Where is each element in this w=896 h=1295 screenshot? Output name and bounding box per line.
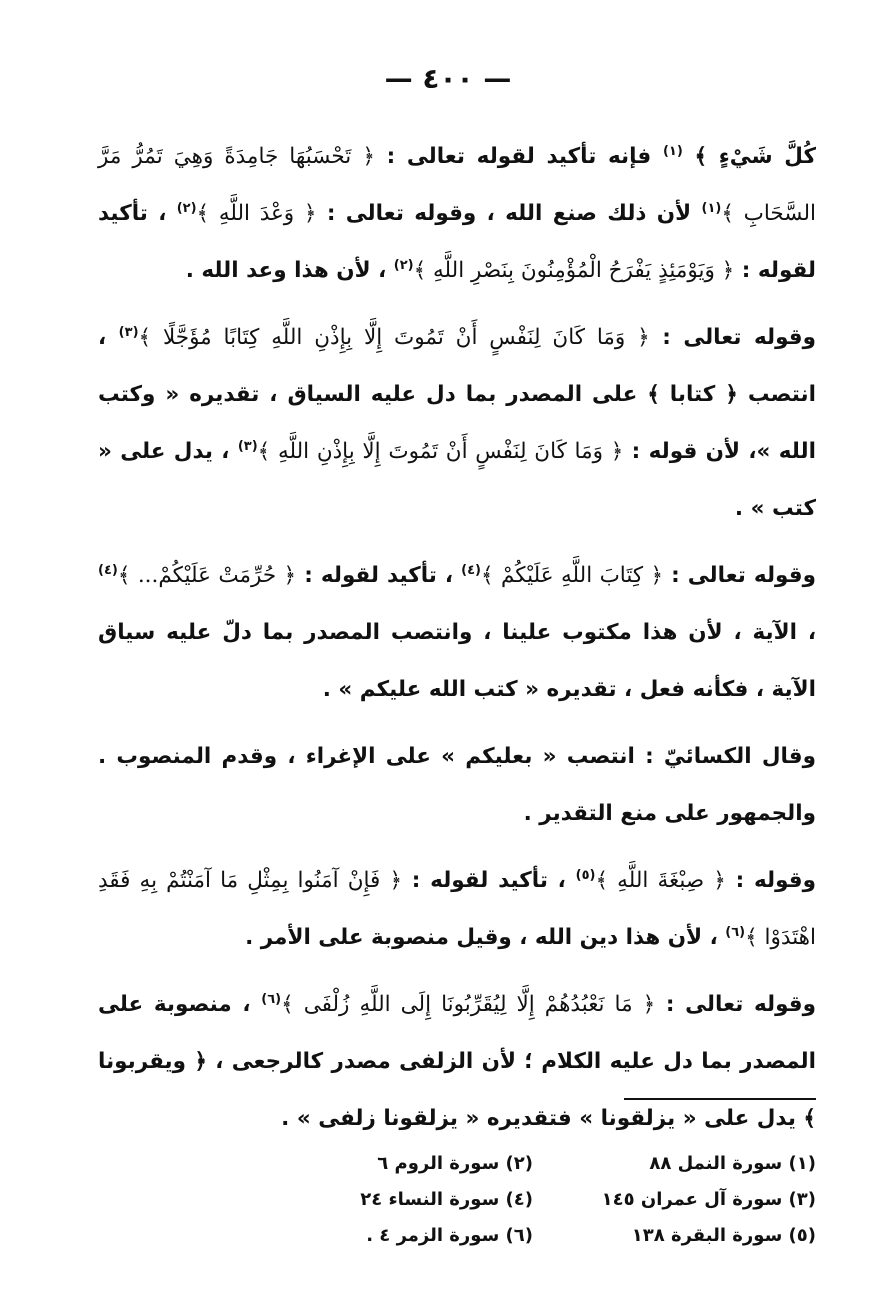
footnote-item: (٥) سورة البقرة ١٣٨	[631, 1225, 816, 1246]
text-run: ، منصوبة على المصدر بما دل عليه الكلام ؛ لأن الزلفى مصدر كالرجعى ، ﴿ ويقربونا ﴾ يدل على « يزلقونا » فتقديره « يزلقونا زلفى » .	[98, 992, 816, 1131]
text-run: وقوله تعالى :	[649, 325, 816, 350]
footnote-item: (٢) سورة الروم ٦	[377, 1153, 533, 1174]
footnote-ref: (٥)	[575, 867, 596, 883]
paragraph-6	[98, 976, 816, 1147]
text-run: ، تأكيد لقوله :	[98, 201, 816, 283]
text-run: وقوله :	[725, 868, 816, 893]
quran-quote: ﴿ مَا نَعْبُدُهُمْ إِلَّا لِيُقَرِّبُونَا إِلَى اللَّهِ زُلْفَى ﴾	[281, 992, 656, 1017]
paragraph-2	[98, 309, 816, 537]
footnote-ref: (٦)	[261, 991, 282, 1007]
footnote-item: (٤) سورة النساء ٢٤	[360, 1189, 533, 1210]
text-run: ، الآية ، لأن هذا مكتوب علينا ، وانتصب المصدر بما دلّ عليه سياق الآية ، فكأنه فعل ، تقديره « كتب الله عليكم » .	[98, 620, 816, 702]
paragraph-1	[98, 128, 816, 299]
footnote-item: (٦) سورة الزمر ٤ .	[366, 1225, 533, 1246]
text-run: فإنه تأكيد لقوله تعالى :	[374, 144, 663, 169]
text-run: ، تأكيد لقوله :	[402, 868, 576, 893]
footnote-ref: (٤)	[98, 562, 118, 578]
page-number: — ٤٠٠ —	[384, 62, 512, 95]
paragraph-5	[98, 852, 816, 966]
quran-quote: ﴿ حُرِّمَتْ عَلَيْكُمْ... ﴾	[117, 563, 297, 588]
quran-quote: ﴿ وَيَوْمَئِذٍ يَفْرَحُ الْمُؤْمِنُونَ بِنَصْرِ اللَّهِ ﴾	[413, 258, 735, 283]
footnote-item: (٣) سورة آل عمران ١٤٥	[601, 1189, 816, 1210]
text-run: وقوله تعالى :	[663, 563, 816, 588]
footnote-ref: (٦)	[725, 924, 746, 940]
footnote-ref: (٤)	[461, 562, 481, 578]
text-run: ، يدل على « كتب » .	[98, 439, 816, 521]
footnote-item: (١) سورة النمل ٨٨	[649, 1153, 816, 1174]
main-text	[98, 128, 816, 1157]
quran-quote: ﴿ تَحْسَبُهَا جَامِدَةً وَهِيَ تَمُرُّ مَرَّ السَّحَابِ ﴾	[98, 144, 816, 226]
footnote-ref: (٢)	[176, 200, 197, 216]
paragraph-3	[98, 547, 816, 718]
footnote-ref: (٣)	[237, 438, 258, 454]
text-run: كُلَّ شَيْءٍ ﴾	[682, 144, 816, 169]
footnotes	[250, 1150, 816, 1250]
footnote-ref: (١)	[701, 200, 722, 216]
text-run: ، لأن هذا وعد الله .	[185, 258, 394, 283]
quran-quote: ﴿ صِبْغَةَ اللَّهِ ﴾	[595, 868, 726, 893]
text-run: ، انتصب ﴿ كتابا ﴾ على المصدر بما دل عليه السياق ، تقديره « وكتب الله »، لأن قوله :	[98, 325, 816, 464]
quran-quote: ﴿ وَمَا كَانَ لِنَفْسٍ أَنْ تَمُوتَ إِلَّا بِإِذْنِ اللَّهِ كِتَابًا مُؤَجَّلًا ﴾	[138, 325, 650, 350]
text-run: ، تأكيد لقوله :	[296, 563, 462, 588]
text-run: وقوله تعالى :	[655, 992, 816, 1017]
text-run: ، لأن هذا دين الله ، وقيل منصوبة على الأمر .	[245, 925, 726, 950]
paragraph-4	[98, 728, 816, 842]
quran-quote: ﴿ وَمَا كَانَ لِنَفْسٍ أَنْ تَمُوتَ إِلَّا بِإِذْنِ اللَّهِ ﴾	[257, 439, 624, 464]
quran-quote: ﴿ وَعْدَ اللَّهِ ﴾	[196, 201, 317, 226]
footnote-ref: (١)	[662, 143, 683, 159]
footnote-ref: (٣)	[118, 324, 139, 340]
footnote-ref: (٢)	[393, 257, 414, 273]
text-run: وقال الكسائيّ : انتصب « بعليكم » على الإغراء ، وقدم المنصوب . والجمهور على منع التقدير .	[98, 744, 816, 826]
footnote-separator	[624, 1098, 816, 1100]
text-run: لأن ذلك صنع الله ، وقوله تعالى :	[316, 201, 702, 226]
quran-quote: ﴿ فَإِنْ آمَنُوا بِمِثْلِ مَا آمَنْتُمْ بِهِ فَقَدِ اهْتَدَوْا ﴾	[98, 868, 816, 950]
quran-quote: ﴿ كِتَابَ اللَّهِ عَلَيْكُمْ ﴾	[480, 563, 664, 588]
